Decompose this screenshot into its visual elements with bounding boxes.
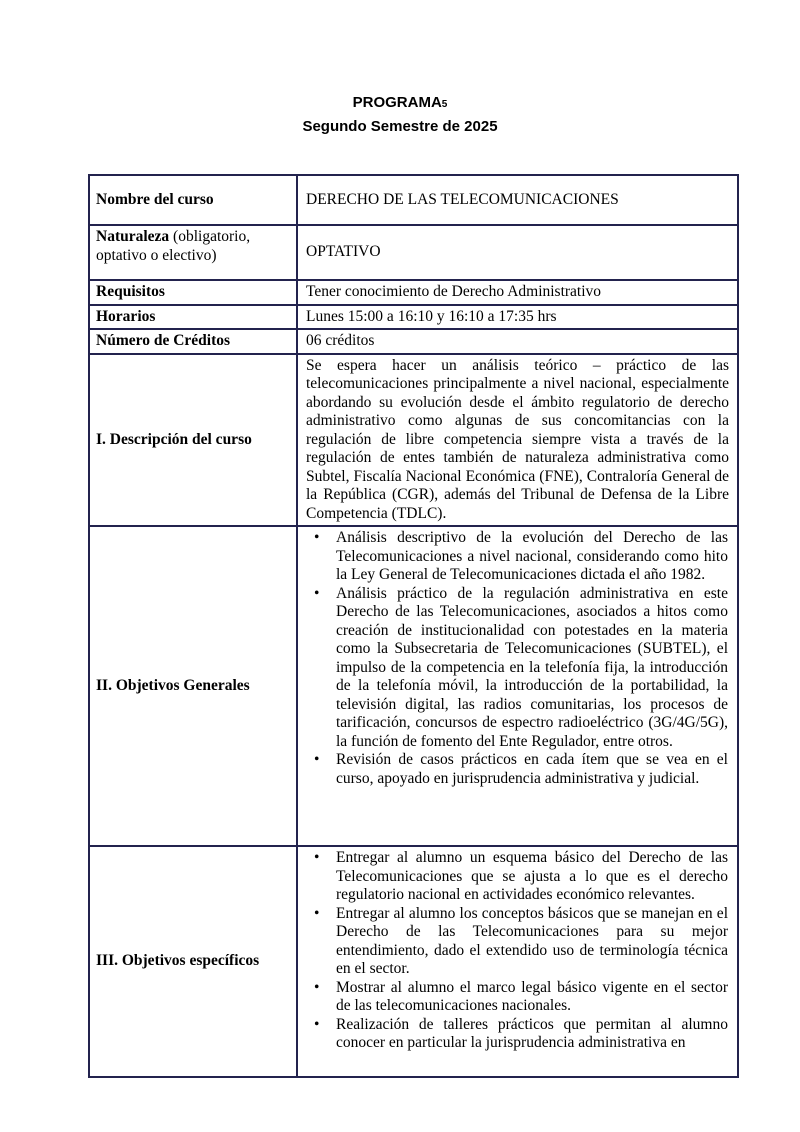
table-row [89,305,738,330]
title-main: PROGRAMA [352,94,442,111]
table-row [89,329,738,354]
row-value-numero-de-creditos: 06 créditos [297,329,738,354]
row-value-naturaleza: OPTATIVO [297,225,738,280]
document-title [0,0,800,138]
row-value-requisitos: Tener conocimiento de Derecho Administrativo [297,280,738,305]
row-label-horarios: Horarios [89,305,297,330]
row-label-nombre-del-curso: Nombre del curso [89,175,297,225]
objetivo-general-text: Análisis práctico de la regulación administrativa en este Derecho de las Telecomunicaciones, asociados a hitos como creación de institucionalidad con potestades en la materia como la Subsecretaria de Telecomunicaciones (SUBTEL), el impulso de la competencia en la telefonía fija, la introducción de la telefonía móvil, la introducción de la portabilidad, la televisión digital, las radios comunitarias, los procesos de tarificación, concursos de espectro radioeléctrico (3G/4G/5G), la función de fomento del Ente Regulador, entre otros. [336,584,728,750]
table-row [89,354,738,527]
list-item [298,849,737,905]
title-subscript: 5 [441,99,448,110]
table-row [89,280,738,305]
objetivo-especifico-text: Entregar al alumno los conceptos básicos que se manejan en el Derecho de las Telecomunicaciones para su mejor entendimiento, dado el extendido uso de terminología técnica en el sector. [336,904,728,977]
row-label-numero-de-creditos: Número de Créditos [89,329,297,354]
descripcion-paragraph: Se espera hacer un análisis teórico – práctico de las telecomunicaciones principalmente a nivel nacional, especialmente abordando su evolución desde el ámbito regulatorio de derecho administrativo como algunas de sus concomitancias con la regulación de libre competencia siempre vista a través de la regulación de entes también de naturaleza administrativa como Subtel, Fiscalía Nacional Económica (FNE), Contraloría General de la República (CGR), además del Tribunal de Defensa de la Libre Competencia (TDLC). [306,356,729,522]
bullet-icon: • [314,529,320,546]
bullet-icon: • [314,1015,320,1033]
course-info-table [88,174,739,1078]
bullet-icon: • [314,751,320,768]
bullet-icon: • [314,849,320,866]
naturaleza-sublabel: (obligatorio, optativo o electivo) [96,228,251,264]
objetivo-general-text: Análisis descriptivo de la evolución del Derecho de las Telecomunicaciones a nivel nacional, considerando como hito la Ley General de Telecomunicaciones dictada el año 1982. [336,529,728,583]
row-label-objetivos-especificos: III. Objetivos específicos [89,846,297,1077]
table-row [89,526,738,846]
row-label-descripcion-del-curso: I. Descripción del curso [89,354,297,527]
row-value-objetivos-generales [297,526,738,846]
naturaleza-label: Naturaleza [96,228,170,245]
list-item [298,1016,737,1053]
objetivo-especifico-text: Mostrar al alumno el marco legal básico vigente en el sector de las telecomunicaciones nacionales. [336,978,728,1014]
list-item [298,529,737,585]
objetivo-general-text: Revisión de casos prácticos en cada ítem que se vea en el curso, apoyado en jurisprudencia administrativa y judicial. [336,751,728,787]
title-line-1 [0,92,800,116]
objetivo-especifico-text: Realización de talleres prácticos que permitan al alumno conocer en particular la jurisprudencia administrativa en [336,1015,728,1051]
row-value-horarios: Lunes 15:00 a 16:10 y 16:10 a 17:35 hrs [297,305,738,330]
bullet-icon: • [314,978,320,996]
table-row [89,846,738,1077]
row-label-requisitos: Requisitos [89,280,297,305]
list-item [298,979,737,1016]
row-value-objetivos-especificos [297,846,738,1077]
table-row [89,225,738,280]
row-label-naturaleza [89,225,297,280]
list-item [298,905,737,979]
row-value-descripcion-del-curso [297,354,738,527]
list-item [298,585,737,752]
row-value-nombre-del-curso: DERECHO DE LAS TELECOMUNICACIONES [297,175,738,225]
title-line-2: Segundo Semestre de 2025 [302,118,498,135]
bullet-icon: • [314,904,320,922]
row-label-objetivos-generales: II. Objetivos Generales [89,526,297,846]
list-item [298,751,737,788]
table-row [89,175,738,225]
bullet-icon: • [314,584,320,602]
objetivo-especifico-text: Entregar al alumno un esquema básico del Derecho de las Telecomunicaciones que se ajusta a lo que es el derecho regulatorio nacional en actividades económico relevantes. [336,849,728,903]
